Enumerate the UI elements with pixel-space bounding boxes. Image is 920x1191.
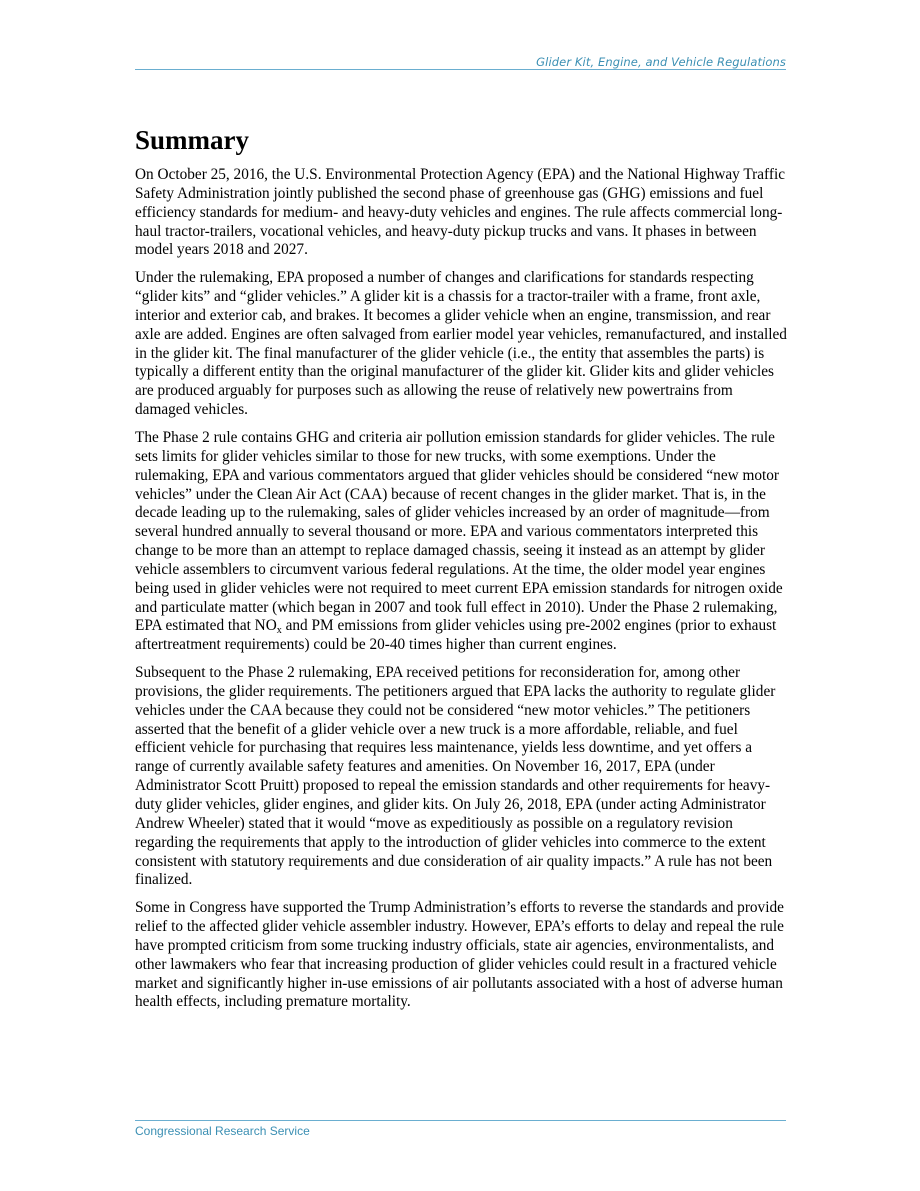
nox-subscript: x [276,625,282,637]
section-heading: Summary [135,125,249,155]
paragraph-3 [135,429,787,655]
paragraph-3-text-after: and PM emissions from glider vehicles using pre-2002 engines (prior to exhaust aftertreatment requirements) could be 20-40 times higher than current engines. [135,617,777,654]
paragraph-2: Under the rulemaking, EPA proposed a number of changes and clarifications for standards respecting “glider kits” and “glider vehicles.” A glider kit is a chassis for a tractor-trailer with a frame, front axle, interior and exterior cab, and brakes. It becomes a glider vehicle when an engine, transmission, and rear axle are added. Engines are often salvaged from earlier model year vehicles, remanufactured, and installed in the glider kit. The final manufacturer of the glider vehicle (i.e., the entity that assembles the parts) is typically a different entity than the original manufacturer of the glider kit. Glider kits and glider vehicles are produced arguably for purposes such as allowing the reuse of relatively new powertrains from damaged vehicles. [135,269,787,419]
paragraph-4: Subsequent to the Phase 2 rulemaking, EPA received petitions for reconsideration for, among other provisions, the glider requirements. The petitioners argued that EPA lacks the authority to regulate glider vehicles under the CAA because they could not be considered “new motor vehicles.” The petitioners asserted that the benefit of a glider vehicle over a new truck is a more affordable, reliable, and fuel efficient vehicle for purchasing that requires less maintenance, yields less downtime, and yet offers a range of currently available safety features and amenities. On November 16, 2017, EPA (under Administrator Scott Pruitt) proposed to repeal the emission standards and other requirements for heavy-duty glider vehicles, glider engines, and glider kits. On July 26, 2018, EPA (under acting Administrator Andrew Wheeler) stated that it would “move as expeditiously as possible on a regulatory revision regarding the requirements that apply to the introduction of glider vehicles into commerce to the extent consistent with statutory requirements and due consideration of air quality impacts.” A rule has not been finalized. [135,664,776,889]
summary-section [135,122,787,1021]
running-header-title: Glider Kit, Engine, and Vehicle Regulations [536,55,786,69]
paragraph-5: Some in Congress have supported the Trump Administration’s efforts to reverse the standards and provide relief to the affected glider vehicle assembler industry. However, EPA’s efforts to delay and repeal the rule have prompted criticism from some trucking industry officials, state air agencies, environmentalists, and other lawmakers who fear that increasing production of glider vehicles could result in a fractured vehicle market and significantly higher in-use emissions of air pollutants associated with a host of adverse human health effects, including premature mortality. [135,899,784,1011]
header-rule [135,69,786,70]
paragraph-3-text-before: The Phase 2 rule contains GHG and criteria air pollution emission standards for glider vehicles. The rule sets limits for glider vehicles similar to those for new trucks, with some exemptions. Under the rulemaking, EPA and various commentators argued that glider vehicles should be considered “new motor vehicles” under the Clean Air Act (CAA) because of recent changes in the glider market. That is, in the decade leading up to the rulemaking, sales of glider vehicles increased by an order of magnitude—from several hundred annually to several thousand or more. EPA and various commentators interpreted this change to be more than an attempt to replace damaged chassis, seeing it instead as an attempt by glider vehicle assemblers to circumvent various federal regulations. At the time, the older model year engines being used in glider vehicles were not required to meet current EPA emission standards for nitrogen oxide and particulate matter (which began in 2007 and took full effect in 2010). Under the Phase 2 rulemaking, EPA estimated that NO [135,428,783,635]
footer-rule [135,1120,786,1121]
paragraph-1: On October 25, 2016, the U.S. Environmental Protection Agency (EPA) and the National Highway Traffic Safety Administration jointly published the second phase of greenhouse gas (GHG) emissions and fuel efficiency standards for medium- and heavy-duty vehicles and engines. The rule affects commercial long-haul tractor-trailers, vocational vehicles, and heavy-duty pickup trucks and vans. It phases in between model years 2018 and 2027. [135,166,786,259]
footer-organization: Congressional Research Service [135,1124,310,1138]
